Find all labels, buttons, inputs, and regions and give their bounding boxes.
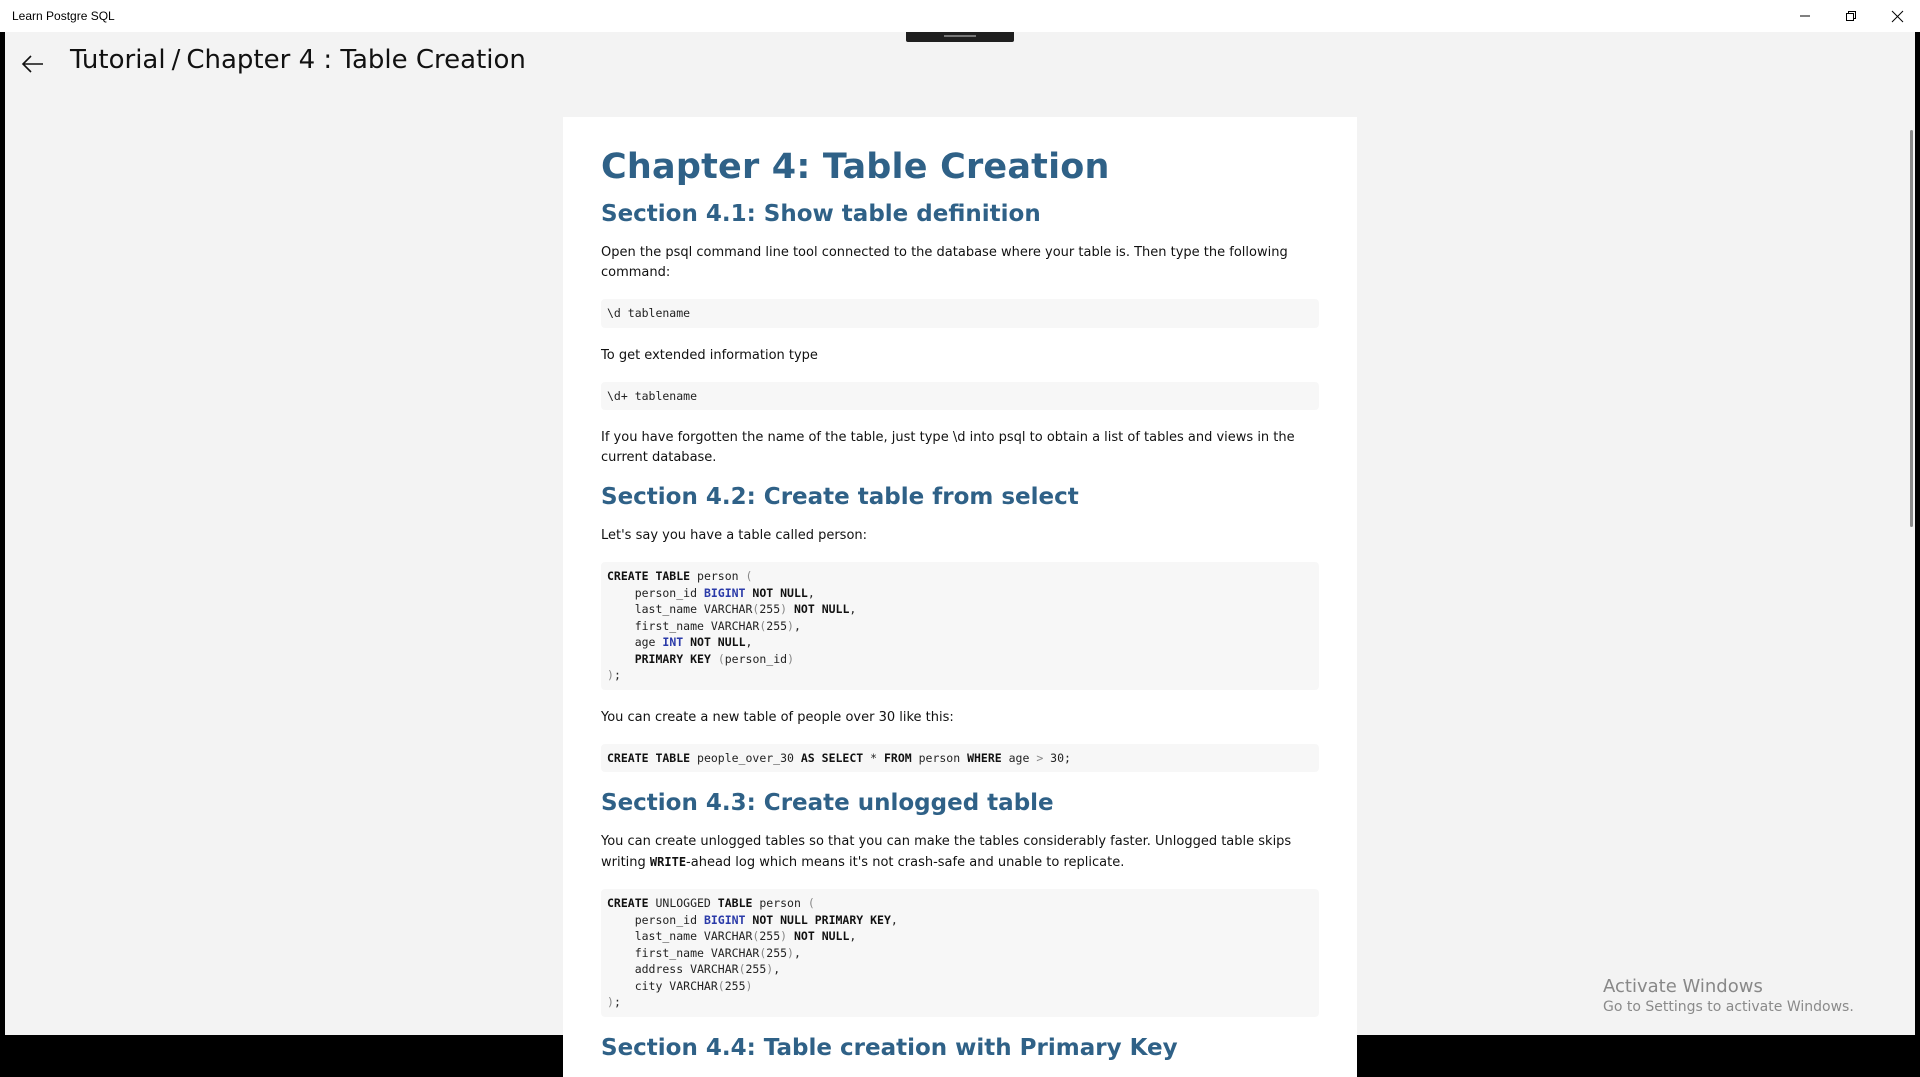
breadcrumb [70,45,526,75]
close-button[interactable] [1874,0,1920,32]
drag-handle[interactable] [906,32,1014,42]
watermark-subtitle: Go to Settings to activate Windows. [1603,999,1854,1015]
section-4-1-heading: Section 4.1: Show table definition [601,201,1041,227]
code-line: \d+ tablename [607,388,698,403]
section-4-4-heading: Section 4.4: Table creation with Primary Key [601,1034,1178,1061]
paragraph: If you have forgotten the name of the table, just type \d into psql to obtain a list of tables and views in the current database. [601,430,1295,465]
back-arrow-icon [22,55,44,73]
paragraph-text: -ahead log which means it's not crash-safe and unable to replicate. [686,855,1125,870]
code-block-create-person: CREATE TABLE person ( person_id BIGINT NOT NULL, last_name VARCHAR(255) NOT NULL, first_name VARCHAR(255), age INT NOT NULL, PRIMARY KEY (person_id) ); [601,562,1319,690]
section-4-2-heading: Section 4.2: Create table from select [601,484,1079,510]
restore-button[interactable] [1828,0,1874,32]
code-block [601,299,1319,328]
paragraph: Let's say you have a table called person: [601,528,868,543]
breadcrumb-current: Chapter 4 : Table Creation [186,45,526,75]
code-line: \d tablename [607,306,691,320]
minimize-icon [1800,11,1810,21]
paragraph: To get extended information type [601,347,818,363]
inline-code: WRITE [649,855,687,869]
document-page [563,117,1357,1077]
breadcrumb-separator: / [171,45,181,75]
paragraph: Open the psql command line tool connected to the database where your table is. Then type the following command: [601,245,1288,280]
activation-watermark [1603,976,1854,1015]
back-button[interactable] [13,46,53,82]
breadcrumb-root[interactable]: Tutorial [70,45,166,75]
code-block-create-select: CREATE TABLE people_over_30 AS SELECT * FROM person WHERE age > 30; [601,744,1319,773]
minimize-button[interactable] [1782,0,1828,32]
paragraph-text: You can create unlogged tables so that you can make the tables considerably faster. Unlogged table skips writing [601,834,1292,870]
code-block-unlogged: CREATE UNLOGGED TABLE person ( person_id BIGINT NOT NULL PRIMARY KEY, last_name VARCHAR(255) NOT NULL, first_name VARCHAR(255), address VARCHAR(255), city VARCHAR(255) ); [601,889,1319,1017]
chapter-title: Chapter 4: Table Creation [601,147,1110,187]
restore-icon [1846,11,1856,21]
paragraph: You can create a new table of people over 30 like this: [601,709,954,725]
section-4-3-heading: Section 4.3: Create unlogged table [601,790,1054,816]
paragraph [601,832,1319,873]
watermark-title: Activate Windows [1603,976,1763,997]
app-title: Learn Postgre SQL [12,9,115,23]
scrollbar-thumb[interactable] [1910,130,1913,527]
code-block [601,382,1319,411]
close-icon [1892,11,1903,22]
scrollbar[interactable] [1910,130,1914,1030]
app-content [5,32,1915,1061]
title-bar [0,0,1920,32]
